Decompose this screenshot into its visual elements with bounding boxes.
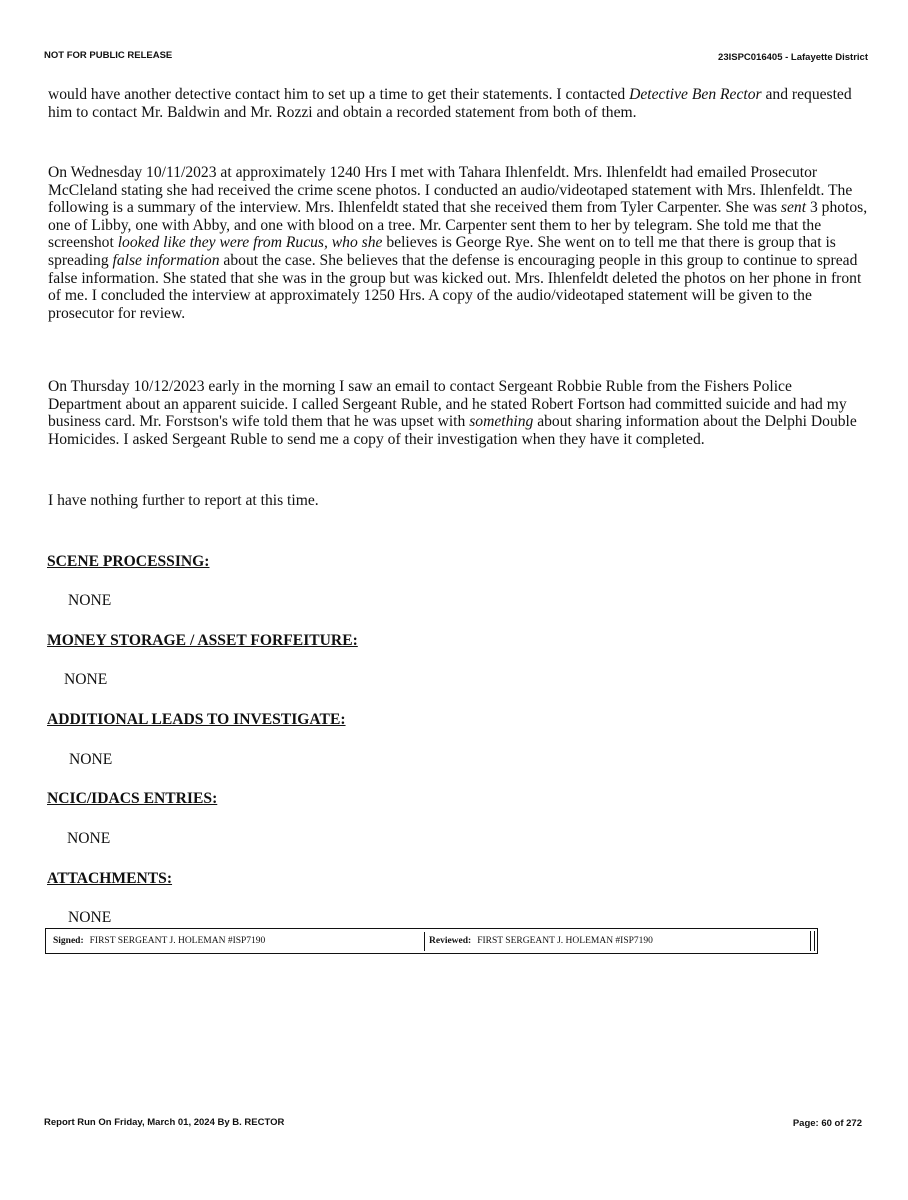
scene-processing-value: NONE bbox=[68, 592, 112, 609]
paragraph-3-part-b: something bbox=[469, 413, 534, 431]
paragraph-2 bbox=[48, 164, 868, 322]
paragraph-2-part-e: believes is George Rye. She went on to tell me that there is group that is spreading bbox=[48, 234, 836, 269]
paragraph-1 bbox=[48, 86, 868, 121]
reviewed-name: FIRST SERGEANT J. HOLEMAN #ISP7190 bbox=[477, 936, 653, 946]
signature-box-end-marker bbox=[810, 931, 815, 951]
paragraph-2-part-g: about the case. She believes that the defense is encouraging people in this group to continue to spread false information. She stated that she was in the group but was kicked out. Mrs. Ihlenfeldt deleted the photos on her phone in front of me. I concluded the interview at approximately 1250 Hrs. A copy of the audio/videotaped statement will be given to the prosecutor for review. bbox=[48, 251, 862, 322]
header-release-notice: NOT FOR PUBLIC RELEASE bbox=[44, 50, 173, 61]
ncic-idacs-heading: NCIC/IDACS ENTRIES: bbox=[47, 790, 218, 807]
paragraph-3-part-a: On Thursday 10/12/2023 early in the morning I saw an email to contact Sergeant Robbie Ruble from the Fishers Police Department about an apparent suicide. I called Sergeant Ruble, and he stated Robert Fortson had committed suicide and had my business card. Mr. Forstson's wife told them that he was upset with bbox=[48, 378, 847, 431]
money-storage-heading: MONEY STORAGE / ASSET FORFEITURE: bbox=[47, 632, 358, 649]
additional-leads-value: NONE bbox=[69, 751, 113, 768]
paragraph-3 bbox=[48, 378, 868, 448]
paragraph-2-part-d: looked like they were from Rucus, who she bbox=[117, 234, 383, 252]
ncic-idacs-value: NONE bbox=[67, 830, 111, 847]
paragraph-2-part-b: sent bbox=[780, 199, 807, 217]
reviewed-field bbox=[429, 936, 653, 946]
paragraph-4: I have nothing further to report at this time. bbox=[48, 492, 319, 509]
money-storage-value: NONE bbox=[64, 671, 108, 688]
header-case-number: 23ISPC016405 - Lafayette District bbox=[718, 52, 868, 63]
attachments-value: NONE bbox=[68, 909, 112, 926]
paragraph-2-part-f: false information bbox=[112, 251, 220, 269]
attachments-heading: ATTACHMENTS: bbox=[47, 870, 173, 887]
signed-field bbox=[53, 936, 265, 946]
signature-box bbox=[45, 928, 818, 954]
reviewed-label: Reviewed: bbox=[429, 936, 472, 946]
paragraph-2-part-a: On Wednesday 10/11/2023 at approximately 1240 Hrs I met with Tahara Ihlenfeldt. Mrs. Ihlenfeldt had emailed Prosecutor McCleland stating she had received the crime scene photos. I conducted an audio/videotaped statement with Mrs. Ihlenfeldt. The following is a summary of the interview. Mrs. Ihlenfeldt stated that she received them from Tyler Carpenter. She was bbox=[48, 164, 853, 217]
signed-label: Signed: bbox=[53, 936, 84, 946]
paragraph-1-part-a: would have another detective contact him to set up a time to get their statements. I contacted bbox=[48, 86, 630, 103]
scene-processing-heading: SCENE PROCESSING: bbox=[47, 553, 210, 570]
paragraph-1-part-b: Detective Ben Rector bbox=[629, 86, 762, 103]
footer-report-run: Report Run On Friday, March 01, 2024 By B. RECTOR bbox=[44, 1117, 285, 1128]
paragraph-3-part-c: about sharing information about the Delphi Double Homicides. I asked Sergeant Ruble to send me a copy of their investigation when they have it completed. bbox=[48, 413, 857, 448]
footer-page-number: Page: 60 of 272 bbox=[792, 1118, 862, 1129]
paragraph-1-part-c: and requested him to contact Mr. Baldwin and Mr. Rozzi and obtain a recorded statement from both of them. bbox=[48, 86, 852, 121]
signed-name: FIRST SERGEANT J. HOLEMAN #ISP7190 bbox=[89, 936, 266, 946]
paragraph-2-part-c: 3 photos, one of Libby, one with Abby, and one with blood on a tree. Mr. Carpenter sent them to her by telegram. She told me that the screenshot bbox=[48, 199, 868, 252]
additional-leads-heading: ADDITIONAL LEADS TO INVESTIGATE: bbox=[47, 711, 346, 728]
signature-divider bbox=[424, 932, 425, 951]
